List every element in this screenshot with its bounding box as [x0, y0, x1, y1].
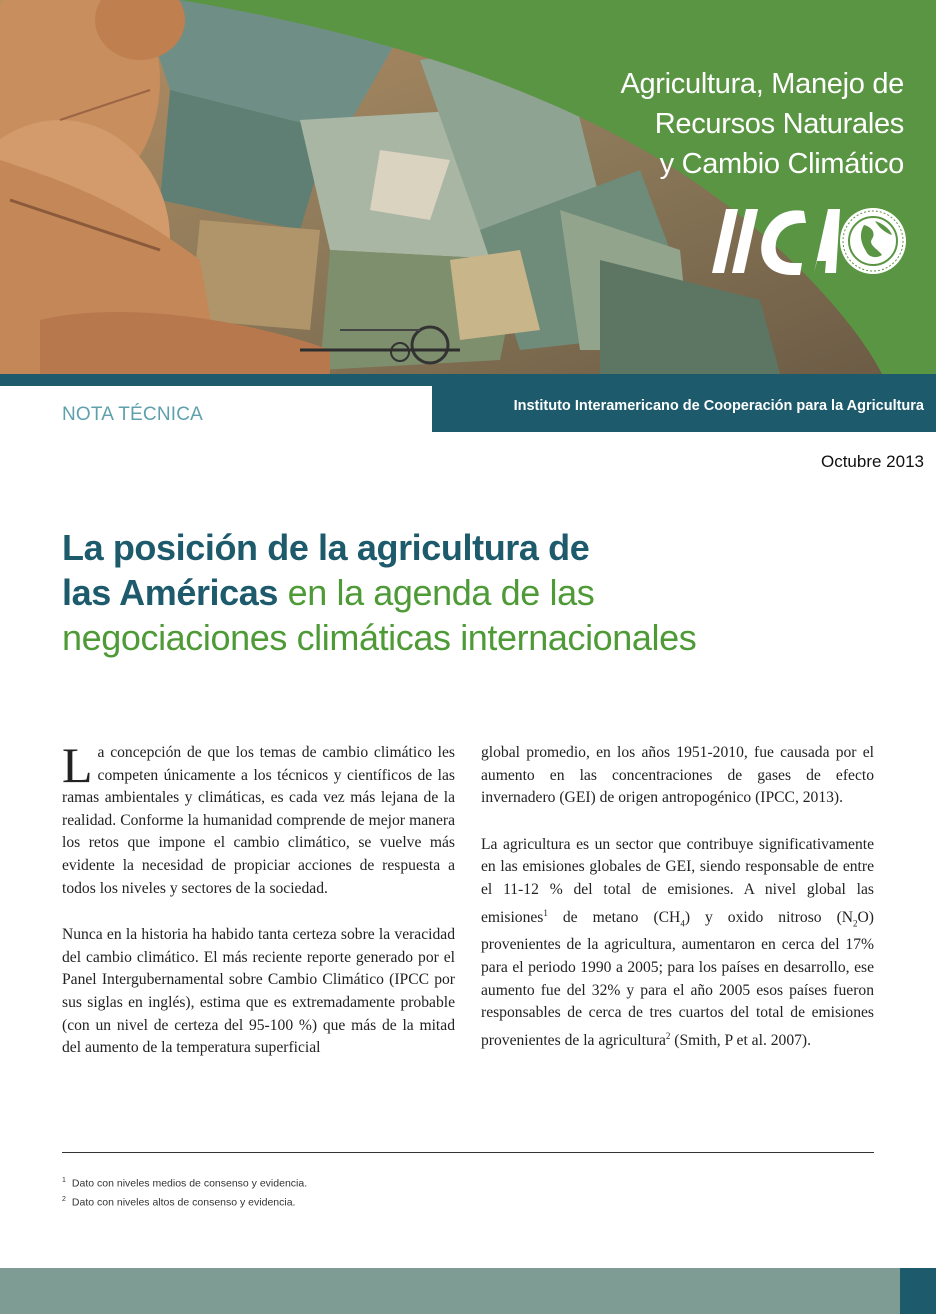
- footnote-2-mark: 2: [62, 1195, 66, 1203]
- institute-band: [432, 386, 936, 432]
- title-bold-line-1: La posición de la agricultura de: [62, 527, 590, 568]
- p4-part-d: O) provenientes de la agricultura, aumentaron en cerca del 17% para el periodo 1990 a 2005; para los países en desarrollo, ese aumento fue del 32% y para el año 2005 esos países fueron responsables de cerca de tres cuartos del total de emisiones provenientes de la agricultura: [481, 908, 875, 1050]
- body-paragraph-1: [62, 737, 455, 900]
- body-paragraph-3: global promedio, en los años 1951-2010, fue causada por el aumento en las concentraciones de gases de efecto invernadero (GEI) de origen antropogénico (IPCC, 2013).: [481, 744, 874, 807]
- subscript-4: 4: [680, 917, 685, 928]
- footnote-1-mark: 1: [62, 1177, 66, 1184]
- body-paragraph-2: Nunca en la historia ha habido tanta certeza sobre la veracidad del cambio climático. El más reciente reporte generado por el Panel Intergubernamental sobre Cambio Climático (IPCC por sus siglas en inglés), estima que es extremadamente probable (con un nivel de certeza del 95-100 %) que más de la mitad del aumento de la temperatura superficial: [62, 926, 455, 1057]
- body-column-right: [481, 742, 874, 1077]
- title-line-3: negociaciones climáticas internacionales: [62, 617, 697, 658]
- footnote-1: [62, 1173, 307, 1192]
- series-title-line-2: Recursos Naturales: [654, 108, 904, 140]
- footnote-2: [62, 1192, 307, 1211]
- document-type-label: NOTA TÉCNICA: [62, 404, 204, 425]
- footnote-ref-2: 2: [665, 1030, 671, 1041]
- series-title-line-1: Agricultura, Manejo de: [620, 68, 904, 100]
- series-title-line-3: y Cambio Climático: [659, 148, 904, 180]
- footer-band: [0, 1268, 900, 1314]
- p4-part-b: de metano (CH: [547, 908, 681, 926]
- footnote-2-text: Dato con niveles altos de consenso y evidencia.: [71, 1196, 296, 1208]
- paragraph-1-text: a concepción de que los temas de cambio climático les competen únicamente a los técnicos y científicos de las ramas ambientales y climáticas, es cada vez más lejana de la realidad. Conforme la humanidad comprende de mejor manera los retos que impone el cambio climático, se vuelve más evidente la necesidad de propiciar acciones de respuesta a todos los niveles y sectores de la sociedad.: [62, 744, 455, 897]
- body-paragraph-4: [481, 834, 874, 1053]
- footnote-ref-1: 1: [543, 907, 548, 918]
- body-column-left: [62, 737, 455, 1084]
- footnotes: [62, 1173, 307, 1210]
- issue-date: Octubre 2013: [820, 452, 924, 471]
- footnote-1-text: Dato con niveles medios de consenso y evidencia.: [71, 1177, 308, 1190]
- drop-cap: L: [62, 737, 93, 793]
- footnote-divider: [62, 1152, 874, 1153]
- series-title: [484, 64, 904, 184]
- institute-name: Instituto Interamericano de Cooperación para la Agricultura: [513, 398, 924, 414]
- title-line-2-rest: en la agenda de las: [287, 572, 595, 613]
- p4-part-a: La agricultura es un sector que contribuye significativamente en las emisiones globales de GEI, siendo responsable de entre el 11-12 % del total de emisiones. A nivel global las emisiones: [481, 835, 874, 926]
- header-divider-band: [0, 374, 936, 386]
- header-mural-image: [0, 0, 936, 374]
- title-bold-line-2: las Américas: [62, 572, 279, 613]
- p4-part-c: ) y oxido nitroso (N: [684, 908, 854, 926]
- subscript-2: 2: [853, 917, 858, 928]
- document-title: [62, 525, 862, 660]
- p4-part-e: (Smith, P et al. 2007).: [670, 1032, 812, 1050]
- iica-logo: [712, 205, 908, 279]
- footer-corner-block: [900, 1268, 936, 1314]
